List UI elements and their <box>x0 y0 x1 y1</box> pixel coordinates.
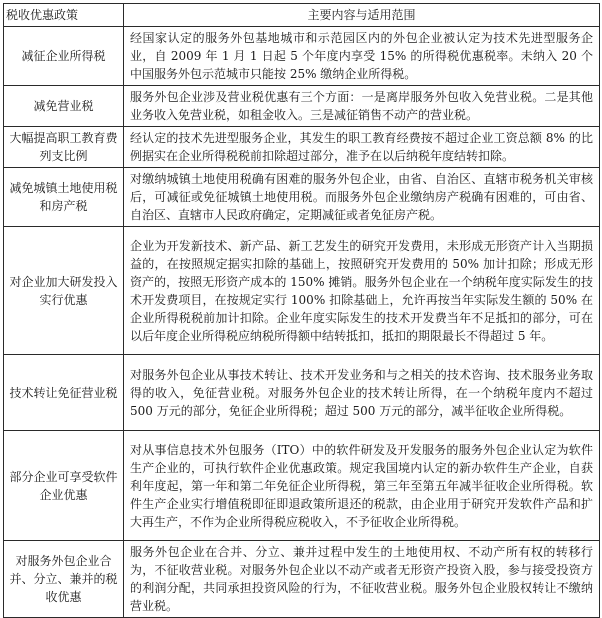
policy-name: 技术转让免征营业税 <box>4 355 124 431</box>
policy-name: 大幅提高职工教育费列支比例 <box>4 127 124 168</box>
table-row <box>4 227 600 355</box>
policy-name: 对服务外包企业合并、分立、兼并的税收优惠 <box>4 541 124 618</box>
policy-content: 对服务外包企业从事技术转让、技术开发业务和与之相关的技术咨询、技术服务业务取得的收入，免征营业税。对服务外包企业的技术转让所得，在一个纳税年度内不超过 500 万元的部分，免征企业所得税；超过 500 万元的部分，减半征收企业所得税。 <box>124 355 600 431</box>
policy-content: 对从事信息技术外包服务（ITO）中的软件研发及开发服务的服务外包企业认定为软件生产企业的，可执行软件企业优惠政策。规定我国境内认定的新办软件生产企业，自获利年度起，第一年和第二年免征企业所得税，第三年至第五年减半征收企业所得税。软件生产企业实行增值税即征即退政策所退还的税款，由企业用于研究开发软件产品和扩大再生产，不作为企业所得税应税收入，不予征收企业所得税。 <box>124 431 600 541</box>
table-header-row <box>4 4 600 27</box>
policy-name: 部分企业可享受软件企业优惠 <box>4 431 124 541</box>
policy-name: 减免营业税 <box>4 86 124 127</box>
table-row <box>4 86 600 127</box>
header-policy: 税收优惠政策 <box>4 4 124 27</box>
table-row <box>4 168 600 227</box>
policy-content: 经认定的技术先进型服务企业，其发生的职工教育经费按不超过企业工资总额 8% 的比例据实在企业所得税税前扣除超过部分，准予在以后纳税年度结转扣除。 <box>124 127 600 168</box>
table-row <box>4 431 600 541</box>
policy-name: 减免城镇土地使用税和房产税 <box>4 168 124 227</box>
policy-content: 经国家认定的服务外包基地城市和示范园区内的外包企业被认定为技术先进型服务企业，自 2009 年 1 月 1 日起 5 个年度内享受 15% 的所得税优惠税率。未纳入 20 个中国服务外包示范城市只能按 25% 缴纳企业所得税。 <box>124 27 600 86</box>
header-content: 主要内容与适用范围 <box>124 4 600 27</box>
tax-policy-table <box>3 3 600 618</box>
policy-content: 服务外包企业涉及营业税优惠有三个方面：一是离岸服务外包收入免营业税。二是其他业务收入免营业税，如租金收入。三是减征销售不动产的营业税。 <box>124 86 600 127</box>
policy-content: 对缴纳城镇土地使用税确有困难的服务外包企业，由省、自治区、直辖市税务机关审核后，可减征或免征城镇土地使用税。而服务外包企业缴纳房产税确有困难的，可由省、自治区、直辖市人民政府确定，定期减征或者免征房产税。 <box>124 168 600 227</box>
table-row <box>4 355 600 431</box>
table-row <box>4 541 600 618</box>
policy-content: 企业为开发新技术、新产品、新工艺发生的研究开发费用，未形成无形资产计入当期损益的，在按照规定据实扣除的基础上，按照研究开发费用的 50% 加计扣除；形成无形资产的，按照无形资产成本的 150% 摊销。服务外包企业在一个纳税年度实际发生的技术开发费项目，在按规定实行 100% 扣除基础上，允许再按当年实际发生额的 50% 在企业所得税税前加计扣除。企业年度实际发生的技术开发费当年不足抵扣的部分，可在以后年度企业所得税应纳税所得额中结转抵扣，抵扣的期限最长不得超过 5 年。 <box>124 227 600 355</box>
table-row <box>4 127 600 168</box>
policy-name: 减征企业所得税 <box>4 27 124 86</box>
policy-name: 对企业加大研发投入实行优惠 <box>4 227 124 355</box>
table-row <box>4 27 600 86</box>
policy-content: 服务外包企业在合并、分立、兼并过程中发生的土地使用权、不动产所有权的转移行为，不征收营业税。对服务外包企业以不动产或者无形资产投资入股，参与接受投资方的利润分配，共同承担投资风险的行为，不征收营业税。服务外包企业股权转让不缴纳营业税。 <box>124 541 600 618</box>
